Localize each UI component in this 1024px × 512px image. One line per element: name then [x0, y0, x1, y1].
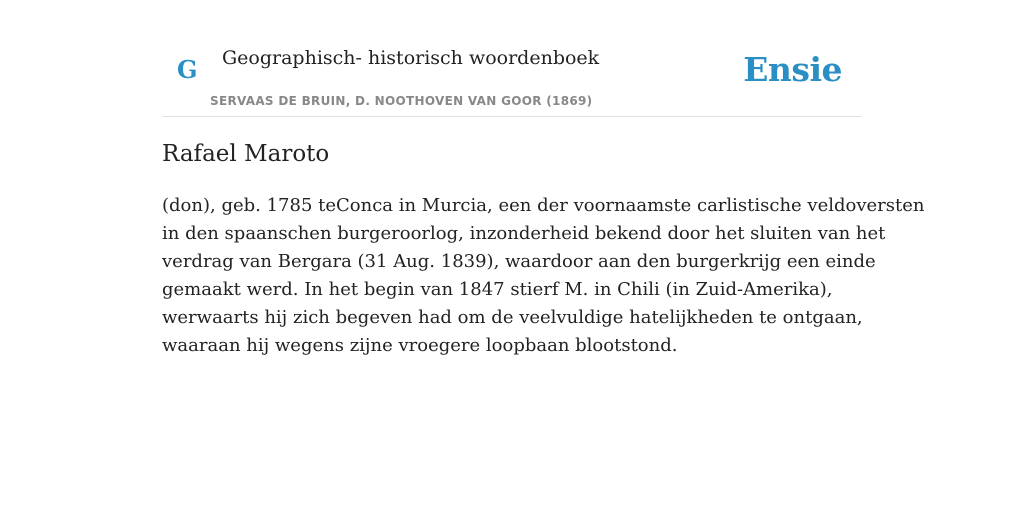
entry-body-line: gemaakt werd. In het begin van 1847 stierf M. in Chili (in Zuid-Amerika),: [162, 279, 833, 300]
book-title-link[interactable]: Geographisch- historisch woordenboek: [222, 47, 600, 69]
entry-body-line: (don), geb. 1785 teConca in Murcia, een der voornaamste carlistische veldoversten: [162, 195, 925, 216]
ensie-logo-link[interactable]: Ensie: [743, 50, 842, 89]
entry-body-line: waaraan hij wegens zijne vroegere loopbaan blootstond.: [162, 335, 678, 356]
book-logo-icon[interactable]: G: [177, 55, 198, 84]
entry-body-line: werwaarts hij zich begeven had om de veelvuldige hatelijkheden te ontgaan,: [162, 307, 863, 328]
entry-body-line: in den spaanschen burgeroorlog, inzonderheid bekend door het sluiten van het: [162, 223, 886, 244]
book-header: [162, 0, 862, 117]
page-container: [162, 0, 925, 356]
entry-body-line: verdrag van Bergara (31 Aug. 1839), waardoor aan den burgerkrijg een einde: [162, 251, 876, 272]
entry-title: Rafael Maroto: [162, 141, 330, 167]
entry-body: [162, 192, 925, 360]
book-authors: SERVAAS DE BRUIN, D. NOOTHOVEN VAN GOOR (1869): [210, 94, 593, 108]
